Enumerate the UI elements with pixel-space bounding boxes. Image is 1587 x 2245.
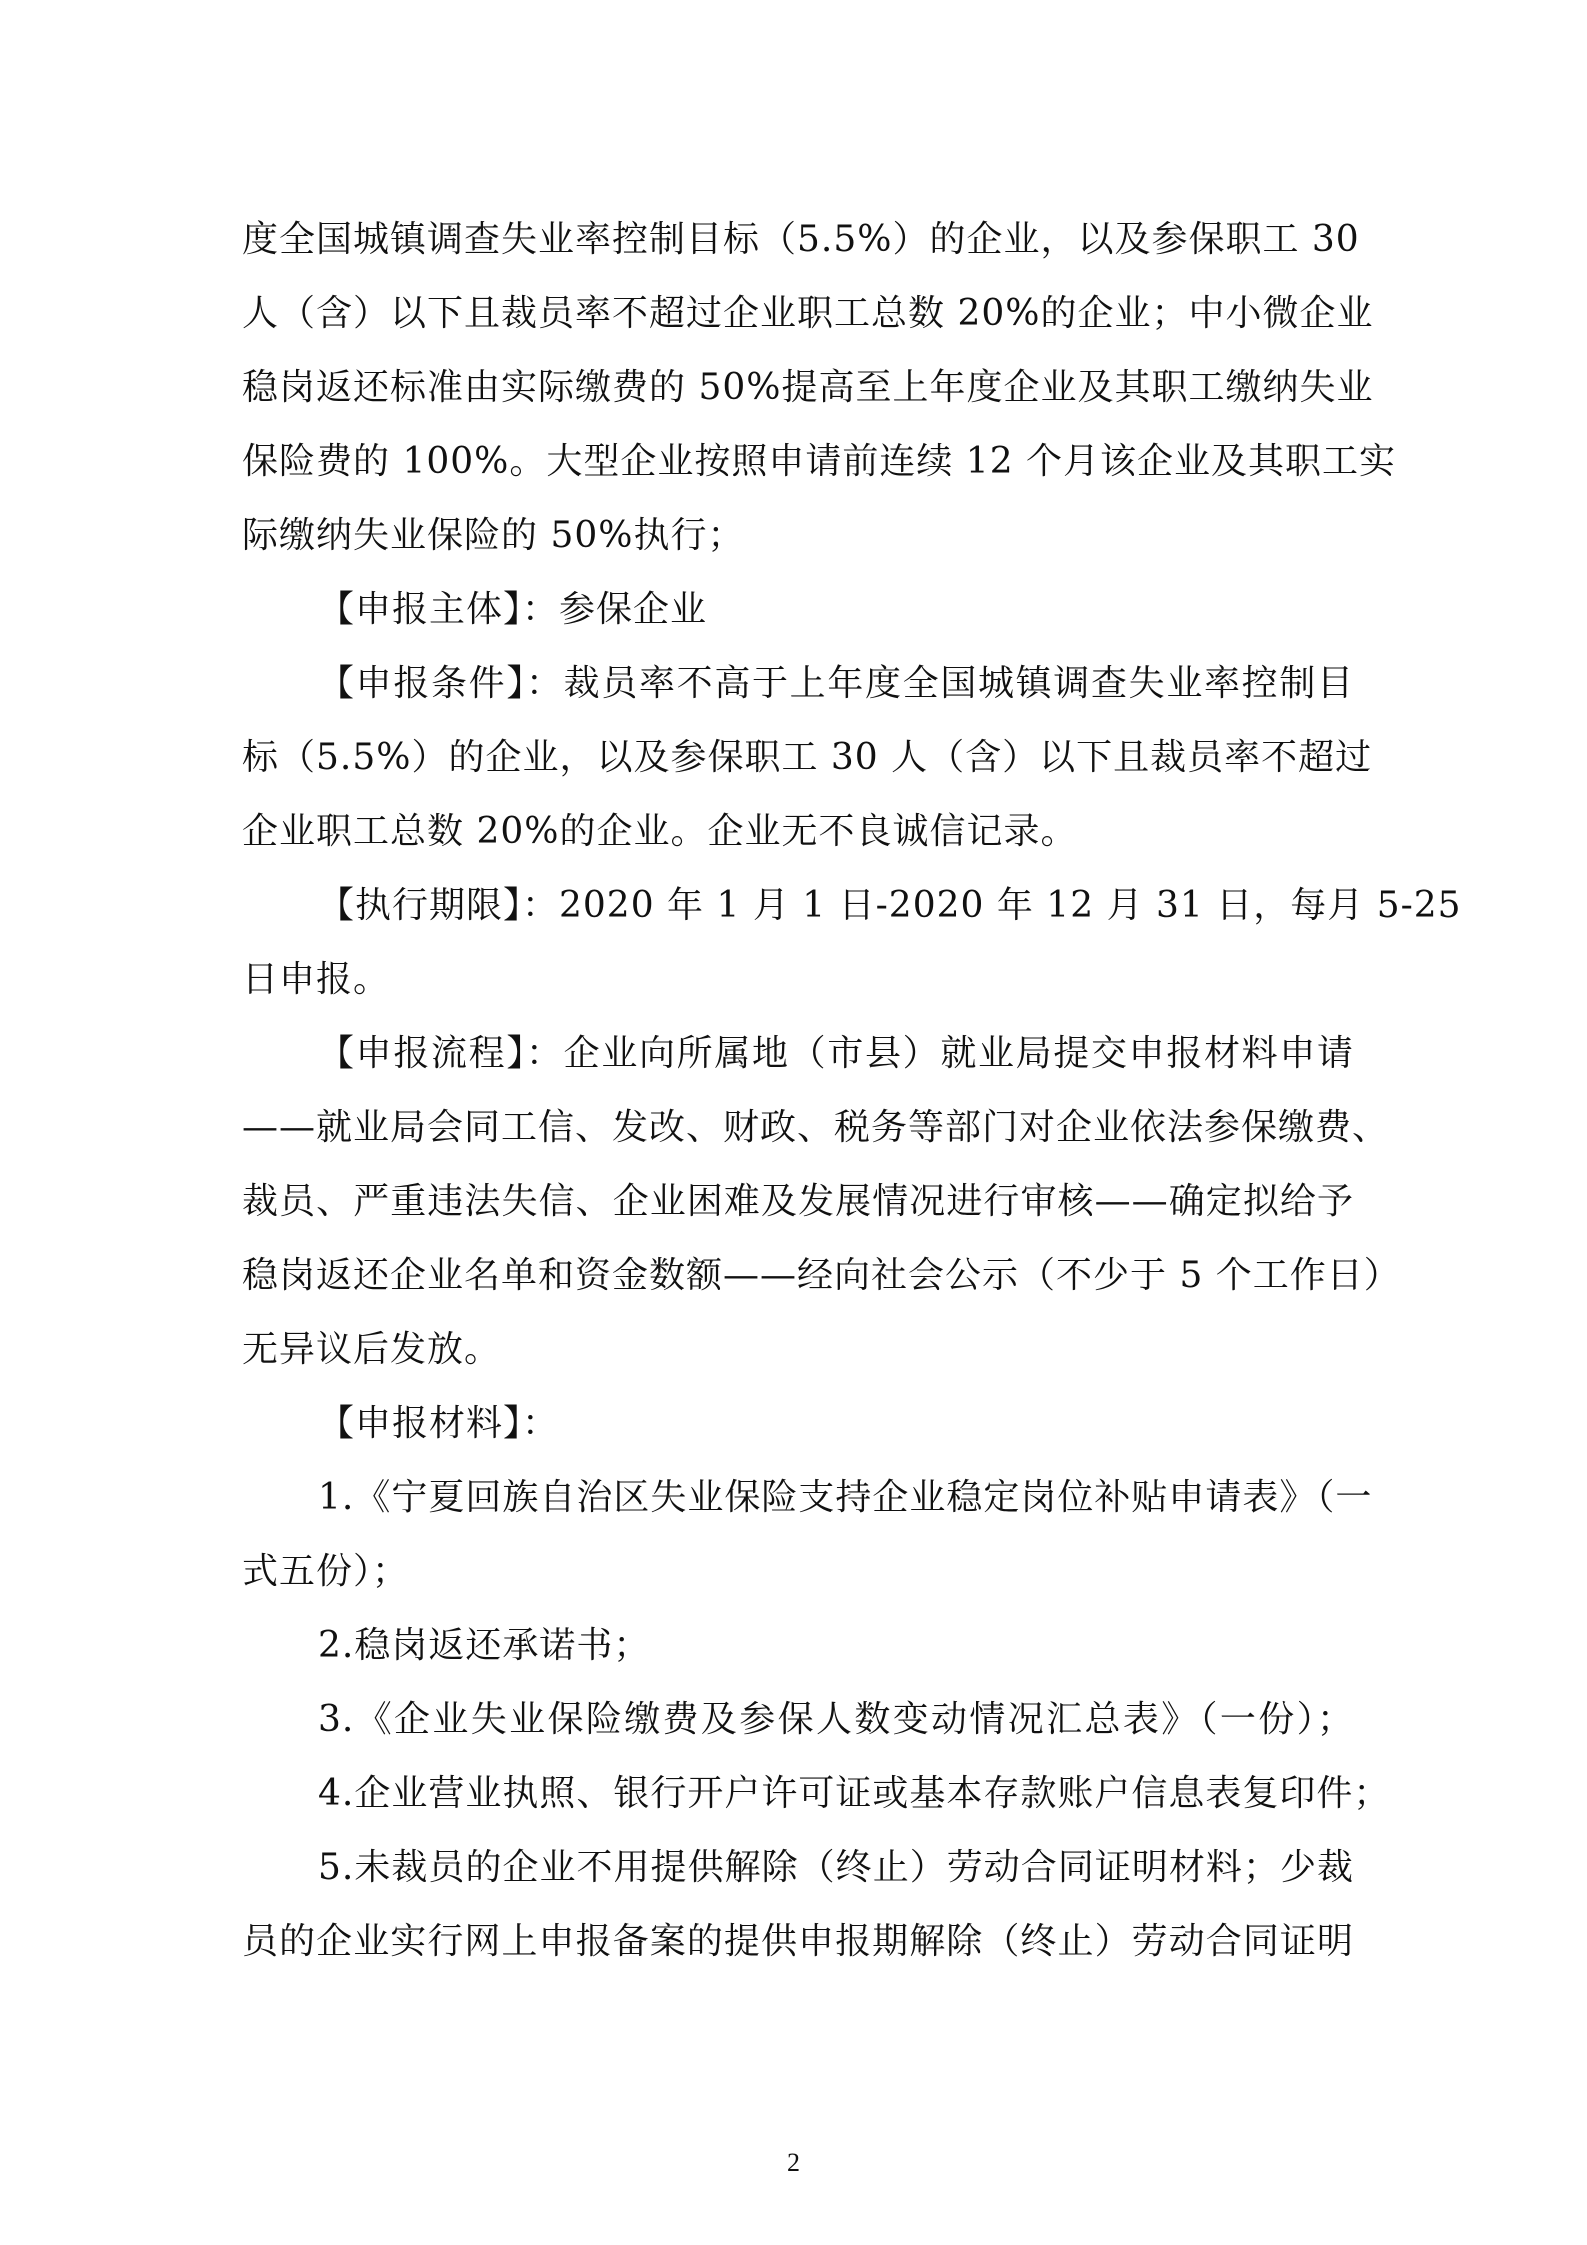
- text-line: 企业职工总数 20%的企业。企业无不良诚信记录。: [242, 811, 1078, 852]
- document-body: [242, 203, 1462, 1979]
- material-item: 3.《企业失业保险缴费及参保人数变动情况汇总表》（一份）；: [318, 1699, 1354, 1740]
- page-number: 2: [787, 2148, 800, 2177]
- conditions-line: 【申报条件】：裁员率不高于上年度全国城镇调查失业率控制目: [318, 663, 1354, 704]
- text-line: 员的企业实行网上申报备案的提供申报期解除（终止）劳动合同证明: [242, 1921, 1354, 1962]
- text-line: 际缴纳失业保险的 50%执行；: [242, 515, 745, 556]
- text-line: 日申报。: [242, 959, 391, 1000]
- text-line: 标（5.5%）的企业，以及参保职工 30 人（含）以下且裁员率不超过: [242, 737, 1373, 778]
- text-line: 无异议后发放。: [242, 1329, 502, 1370]
- declarant-line: 【申报主体】：参保企业: [318, 589, 708, 630]
- text-line: ——就业局会同工信、发改、财政、税务等部门对企业依法参保缴费、: [242, 1107, 1390, 1148]
- text-line: 稳岗返还标准由实际缴费的 50%提高至上年度企业及其职工缴纳失业: [242, 367, 1374, 408]
- process-line: 【申报流程】：企业向所属地（市县）就业局提交申报材料申请: [318, 1033, 1354, 1074]
- text-line: 式五份）；: [242, 1551, 410, 1592]
- text-line: 保险费的 100%。大型企业按照申请前连续 12 个月该企业及其职工实: [242, 441, 1397, 482]
- material-item: 2.稳岗返还承诺书；: [318, 1625, 651, 1666]
- materials-heading: 【申报材料】：: [318, 1403, 560, 1444]
- text-line: 度全国城镇调查失业率控制目标（5.5%）的企业，以及参保职工 30: [242, 219, 1360, 260]
- material-item: 5.未裁员的企业不用提供解除（终止）劳动合同证明材料；少裁: [318, 1847, 1354, 1888]
- material-item: 4.企业营业执照、银行开户许可证或基本存款账户信息表复印件；: [318, 1773, 1391, 1814]
- text-line: 裁员、严重违法失信、企业困难及发展情况进行审核——确定拟给予: [242, 1181, 1354, 1222]
- period-line: 【执行期限】：2020 年 1 月 1 日-2020 年 12 月 31 日，每月 5-25: [318, 885, 1462, 926]
- text-line: 人（含）以下且裁员率不超过企业职工总数 20%的企业；中小微企业: [242, 293, 1374, 334]
- material-item: 1.《宁夏回族自治区失业保险支持企业稳定岗位补贴申请表》（一: [318, 1477, 1373, 1518]
- text-line: 稳岗返还企业名单和资金数额——经向社会公示（不少于 5 个工作日）: [242, 1255, 1401, 1296]
